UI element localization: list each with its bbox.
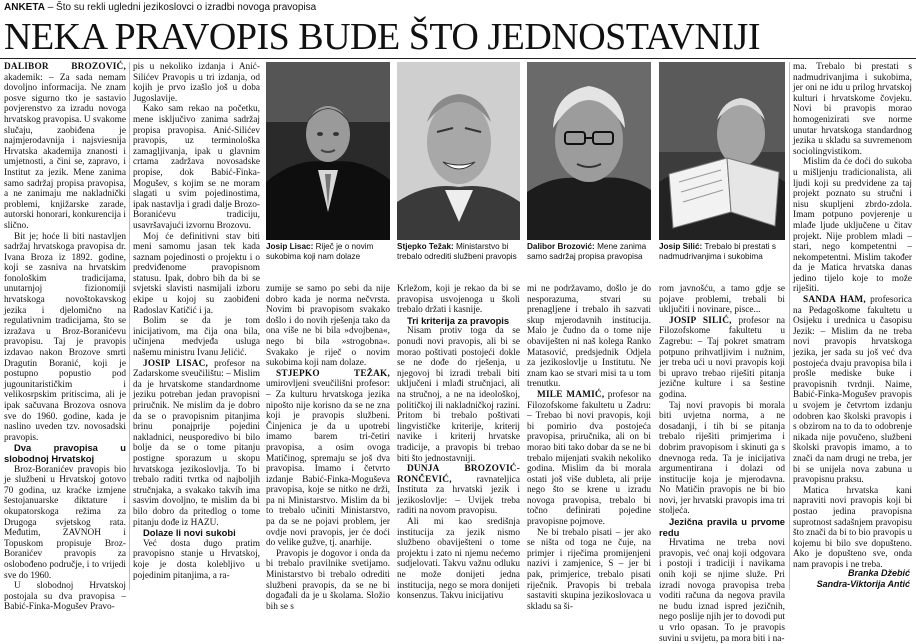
paragraph: rom javnošću, a tamo gdje se pojave problemi, trebali bi uključiti i novinare, pisce... — [659, 284, 785, 316]
column-divider — [129, 62, 130, 590]
paragraph — [133, 359, 260, 529]
speaker-name: SANDA HAM, — [803, 295, 866, 306]
photo-caption — [266, 242, 390, 262]
paragraph: Pravopis je dogovor i onda da bi trebalo pravilnike svetijamo. Ministarstvo bi trebalo odrediti službeni pravopis, da se ne bi događali da je u školama. Složio bih se s — [266, 548, 390, 612]
paragraph-text: umirovljeni sveučilišni profesor: – Za kulturu hrvatskoga jezika nipošto nije korisno da se ne zna koji je pravopis službeni. Činjenica je da u upotrebi imamo barem tri-četiri pravopisa, a osim ovoga Matičinog, spremaju se još dva pravopisa. Imamo i četvrto izdanje Babić-Finka-Moguševa pravopisa, koje se nitko ne drži, pa ni Ministarstvo. Mislim da bi to trebalo učiniti Ministarstvo, pa da se ne pojavi problem, jer ovdje novi pravopis, jer će doći do velike gužve, tj. anarhije. — [266, 379, 390, 549]
paragraph: Mislim da će doći do sukoba u mišljenju tradicionalista, ali ljudi koji su predvidene za taj projekt poznato su stručni i nisu skupljeni zbrdo-zdola. Imam potpuno povjerenje u mlađe ljude uključene u čitav projekt. Nije problem mladi – stari, nego kompetentni – nekompetentni. Mislim također da je Matica hrvatska danas jedino tijelo koje to može riješiti. — [793, 157, 912, 295]
speaker-name: STJEPKO TEŽAK, — [276, 368, 390, 379]
paragraph — [527, 390, 651, 528]
paragraph: Već dosta dugo pratim pravopisno stanje u Hrvatskoj, koje je dosta kolebljivo u pojedinim pitanjima, a ra- — [133, 538, 260, 581]
subheading: Jezična pravila u prvome redu — [659, 516, 785, 538]
paragraph: Hrvatima ne treba novi pravopis, već onaj koji odgovara i postoji i tradiciji i navikama onih koji se njime služe. Pri izradi novoga pravopisa treba voditi računa da negova pravila ne budu iznad ispred jezičnih, nego poslije njih jer to dovodi put u vrlo opasan. To je pravopis suvini u svijetu, pa mora biti i na- — [659, 538, 786, 644]
headline: NEKA PRAVOPIS BUDE ŠTO JEDNOSTAVNIJI — [4, 16, 760, 58]
photo-stjepko-tezak — [397, 62, 520, 240]
paragraph: ma. Trebalo bi prestati s nadmudrivanjima i sukobima, jer oni ne idu u prilog hrvatskoj kulturi i hrvatskome čovjeku. Novi bi pravopis morao homogenizirati sve norme unutar hrvatskoga standardnog jezika u skladu sa suvremenom sociolingvistikom. — [793, 62, 912, 157]
article-column-7 — [793, 62, 912, 570]
column-divider — [789, 62, 790, 590]
paragraph: Bolim se da je tom inicijativom, ma čija ona bila, učinjena medvjeđa usluga našemu ministru Ivanu Jelićić. — [133, 316, 260, 359]
paragraph-text: profesorica na Pedagoškome fakultetu u Osijeku i urednica u časopisu Jezik: – Mislim da ne treba novi pravopis hrvatskoga jezika, jer sada su još već dva postojeća dvaju pravopisa bila i prošle mediske buke i pravopisnih tvrdnji. Naime, Babić-Finka-Mogušev pravopis u svojem je četvrtom izdanju odobren kao školski pravopis i s obzirom na to da to odobrenje nikada nije povučeno, službeni školski pravopis imamo, a to znači da nam drugi ne treba, jer bi se unijela nova zabuna u pravopisnu praksu. — [793, 295, 912, 486]
paragraph: zumije se samo po sebi da nije dobro kada je norma nečvrsta. Novim bi pravopisom svakako došlo i do novih rješenja tako da ona više ne bi bila »dvojbena«, nego bi bila »strogobna«. Svakako je riječ o novim sukobima koji nam dolaze. — [266, 284, 390, 369]
photo-caption — [659, 242, 785, 262]
paragraph: Kako sam rekao na početku, mene isključivo zanima sadržaj propisa pravopisa. Anić-Silićev pravopis, uz terminološka zamagljivanja, ipak u glavnim crtama zadržava novosadske propise, dok Babić-Finka-Mogušev, s kojim se ne moram slagati u svim pojedinostima, ipak nastavlja i gradi dalje Brozo-Boranićevu tradiciju, usavršavajući izvornu Brozovu. — [133, 104, 260, 231]
paragraph: Broz-Boranićev pravopis bio je službeni u Hrvatskoj gotovo 70 godina, uz kraćke izmjene šestojanuarske diktature i okupatorskoga režima za Drugoga svjetskog rata. Međutim, ZAVNOH i Topuskom propisuje Broz-Boranićev pravopis za oslobođeno područje, i to vrijedi sve do 1960. — [4, 464, 126, 581]
headline-rule — [0, 58, 916, 59]
paragraph — [659, 316, 785, 401]
kicker-label: ANKETA — [4, 2, 45, 13]
paragraph: Ali mi kao središnja institucija za jezik nismo službeno obaviješteni o tome projektu i zato ni njemu nećemo sudjelovati. Takvu važnu odluku ne može donijeti jedna institucija, nego se mora donijeti konsenzus. Takvu inicijativu — [397, 517, 520, 602]
speaker-name: DUNJA BROZOVIĆ-RONČEVIĆ, — [397, 464, 520, 485]
paragraph-text: profesor na Filozofskome fakultetu u Zadru: – Trebao bi novi pravopis, koji bi pomirio dva postojeća pravopisa, priručnika, ali on bi morao biti tako dobar da se ne bi trebalo mijenjati svakih nekoliko godina. Mislim da bi morala ostati još više dubleta, ali prije nego što se krene u izradu novoga pravopisa, trebalo bi točno definirati pojedine pravopisne pojmove. — [527, 389, 651, 528]
kicker — [4, 2, 316, 13]
subheading: Dva pravopisa u slobodnoj Hrvatskoj — [4, 442, 126, 464]
paragraph — [4, 62, 126, 232]
paragraph-text: profesor na Filozofskome fakultetu u Zagrebu: – Taj pokret smatram potpuno prihvatljivim i nužnim, jer treba ući u novi pravopis koji bi upravo trebao riješiti pitanja jezične kulture i sa šestine godina. — [659, 315, 785, 400]
subheading: Tri kriterija za pravopis — [407, 314, 510, 326]
caption-text: Mene zanima samo sadržaj propisa pravopisa — [527, 242, 647, 261]
article-column-5 — [527, 284, 651, 612]
paragraph-text: profesor na Zadarskome sveučilištu: – Mislim da je hrvatskome standardnome jeziku potreban jedan pravopisni priručnik. Ne mislim da je dobro da se o pravopisnim pitanjima brinu ponajprije pojedini nakladnici, neusporedivo bi bilo bolje da se o tome pitanju postigne sporazum u skopu hrvatskoga jezikoslovlja. To bi trebalo raditi tvrtka od najboljih stručnjaka, a svakako takvih ima sasvim dovoljno, te mislim da bi bilo dobro da pritedlog o tome pitanju dođe iz HAZU. — [133, 358, 260, 528]
byline — [817, 568, 910, 590]
article-column-4 — [397, 284, 520, 602]
portrait-image — [527, 62, 651, 240]
paragraph-text: akademik: – Za sada nemam dovoljno informacija. Ne znam posve sigurno tko je sastavio povjerenstvo za izradu novoga hrvatskog pravopisa. U svakome slučaju, zaobiđena je najmjerodavnija i najsviesnija Hrvatska akademija znanosti i umjetnosti, a čini se, zapravo, i Institut za jezik. Mene zanima samo sadržaj propisa pravopisa, a ne zanimaju me nakladnički problemi, knjižarske zarade, autorski honorari, konkurencija i slično. — [4, 72, 126, 231]
speaker-name: MILE MAMIĆ, — [537, 389, 605, 400]
subheading: Dolaze li novi sukobi — [143, 527, 236, 539]
paragraph: Moj će definitivni stav biti meni samomu jasan tek kada saznam pojedinosti o projektu i o predviđenome pravopisnom statusu. Ipak, dobro bih da bi se svjetski slavisti nasmijali izboru ekipe u kojoj su zaobiđeni Radoslav Katičić i ja. — [133, 231, 260, 316]
paragraph: pis u nekoliko izdanja i Anić-Silićev Pravopis u tri izdanja, od kojih je prvo izašlo još u doba Jugoslavije. — [133, 62, 260, 104]
paragraph: U slobodnoj Hrvatskoj postojala su dva pravopisa – Babić-Finka-Mogušev Pravo- — [4, 581, 126, 613]
article-column-1 — [4, 62, 126, 613]
caption-name: Josip Lisac: — [266, 242, 314, 251]
photo-josip-lisac — [266, 62, 390, 240]
speaker-name: JOSIP SILIĆ, — [669, 315, 732, 326]
article-column-2 — [133, 62, 260, 592]
portrait-image — [266, 62, 390, 240]
photo-caption — [527, 242, 651, 262]
caption-text: Trebalo bi prestati s nadmudrivanjima i sukobima — [659, 242, 776, 261]
kicker-text: – Što su rekli ugledni jezikoslovci o izradbi novoga pravopisa — [44, 2, 317, 13]
paragraph: mi ne podržavamo, došlo je do nesporazuma, stvari su prenagljene i trebalo ih sazvati skup mjerodavnih institucija. Malo je čudno da o tome nije obaviješten ni naš kolega Ranko Matasović, predsjednik Odjela za jezikoslovlje u Institutu. Ne znam kao se stvari misi ta u tom trenutku. — [527, 284, 651, 390]
portrait-image — [659, 62, 785, 240]
paragraph — [266, 369, 390, 549]
byline-author: Sandra-Viktorija Antić — [816, 579, 910, 589]
paragraph: Ne bi trebalo pisati – jer ako se ništa od toga ne čuje, na primjer i riječima promijenjeni nazivi i zamjenice, S – jer bi pak, primjerice, trebalo pisati riječnik. Pravopis bi trebala sastaviti skupina jezikoslovaca u skladu sa ši- — [527, 527, 651, 612]
paragraph — [397, 464, 520, 517]
paragraph: Bit je; hoće li biti nastavljen sadržaj hrvatskoga pravopisa dr. Ivana Broza iz 1892. godine, koji se zasniva na hrvatskim fonološkim tradicijama, unutarnjoj fizionomiji hrvatskoga novoštokavskog jezika i djelomično na regulativnim tradicijama, što se izražava u Broz-Boranićevu pravopisu. Taj je pravopis izdavao nakon Brozove smrti Dragutin Boranić, koji je postupno popustio pod jugounitarističkim i velikosrpskim pritiscima, ali je ipak sačuvana Brozova osnova sve do 1960. godine, kada je naslino uveden tzv. novosadski pravopis. — [4, 231, 126, 443]
caption-name: Josip Silić: — [659, 242, 703, 251]
paragraph: Krležom, koji je rekao da bi se pravopisa usvojenoga u školi trebalo držati i kasnije. — [397, 284, 520, 316]
paragraph: Matica hrvatska kani napraviti novi pravopis koji bi postao jedina pravopisna suprotnost sadašnjem pravopisu što znači da bi to bio pravopis u kojemu bi bilo sve dopušteno. Ako je dopušteno sve, onda nam pravopis i ne treba. — [793, 485, 912, 570]
paragraph: Nisam protiv toga da se ponudi novi pravopis, ali bi se morao poštivati postojeći dokle se ne dođe do rješenja, u njegovoj bi izradi trebali biti uključeni i mlađi stručnjaci, ali na stručnoj, a ne na ideološkoj, političkoj ili nakladničkoj razini. Pritom bi trebalo poštivati lingvističke kriterije, kriterij navike i kriterij hrvatske tradicije, a pravopis bi trebao biti što jednostavniji. — [397, 326, 520, 464]
photo-dalibor-brozovic — [527, 62, 651, 240]
paragraph — [793, 295, 912, 486]
paragraph: Taj novi pravopis bi morala biti uvjetna norma, a ne dosadanji, i tih bi se pitanja trebalo riješiti primjerima i dobrim pravopisom i skinuti ga s dnevnoga reda. Ta je inicijativa argumentirana i dolazi od institucije koja je mjerodavna. No Matičin pravopis ne bi bio novi, jer hrvatski pravopis ima tri stoljeća. — [659, 400, 785, 517]
byline-author: Branka Džebić — [847, 568, 910, 578]
article-column-3 — [266, 284, 390, 612]
caption-text: Ministarstvo bi trebalo odrediti službeni pravopis — [397, 242, 517, 261]
photo-caption — [397, 242, 520, 262]
caption-name: Stjepko Težak: — [397, 242, 454, 251]
caption-name: Dalibor Brozović: — [527, 242, 595, 251]
speaker-name: DALIBOR BROZOVIĆ, — [4, 62, 126, 72]
caption-text: Riječ je o novim sukobima koji nam dolaze — [266, 242, 374, 261]
article-column-6 — [659, 284, 786, 644]
paragraph-text: ravnateljica Instituta za hrvatski jezik i jezikoslovlje: – Uvijek treba raditi na novom pravopisu. — [397, 474, 520, 517]
speaker-name: JOSIP LISAC, — [143, 358, 209, 369]
photo-josip-silic — [659, 62, 785, 240]
portrait-image — [397, 62, 520, 240]
